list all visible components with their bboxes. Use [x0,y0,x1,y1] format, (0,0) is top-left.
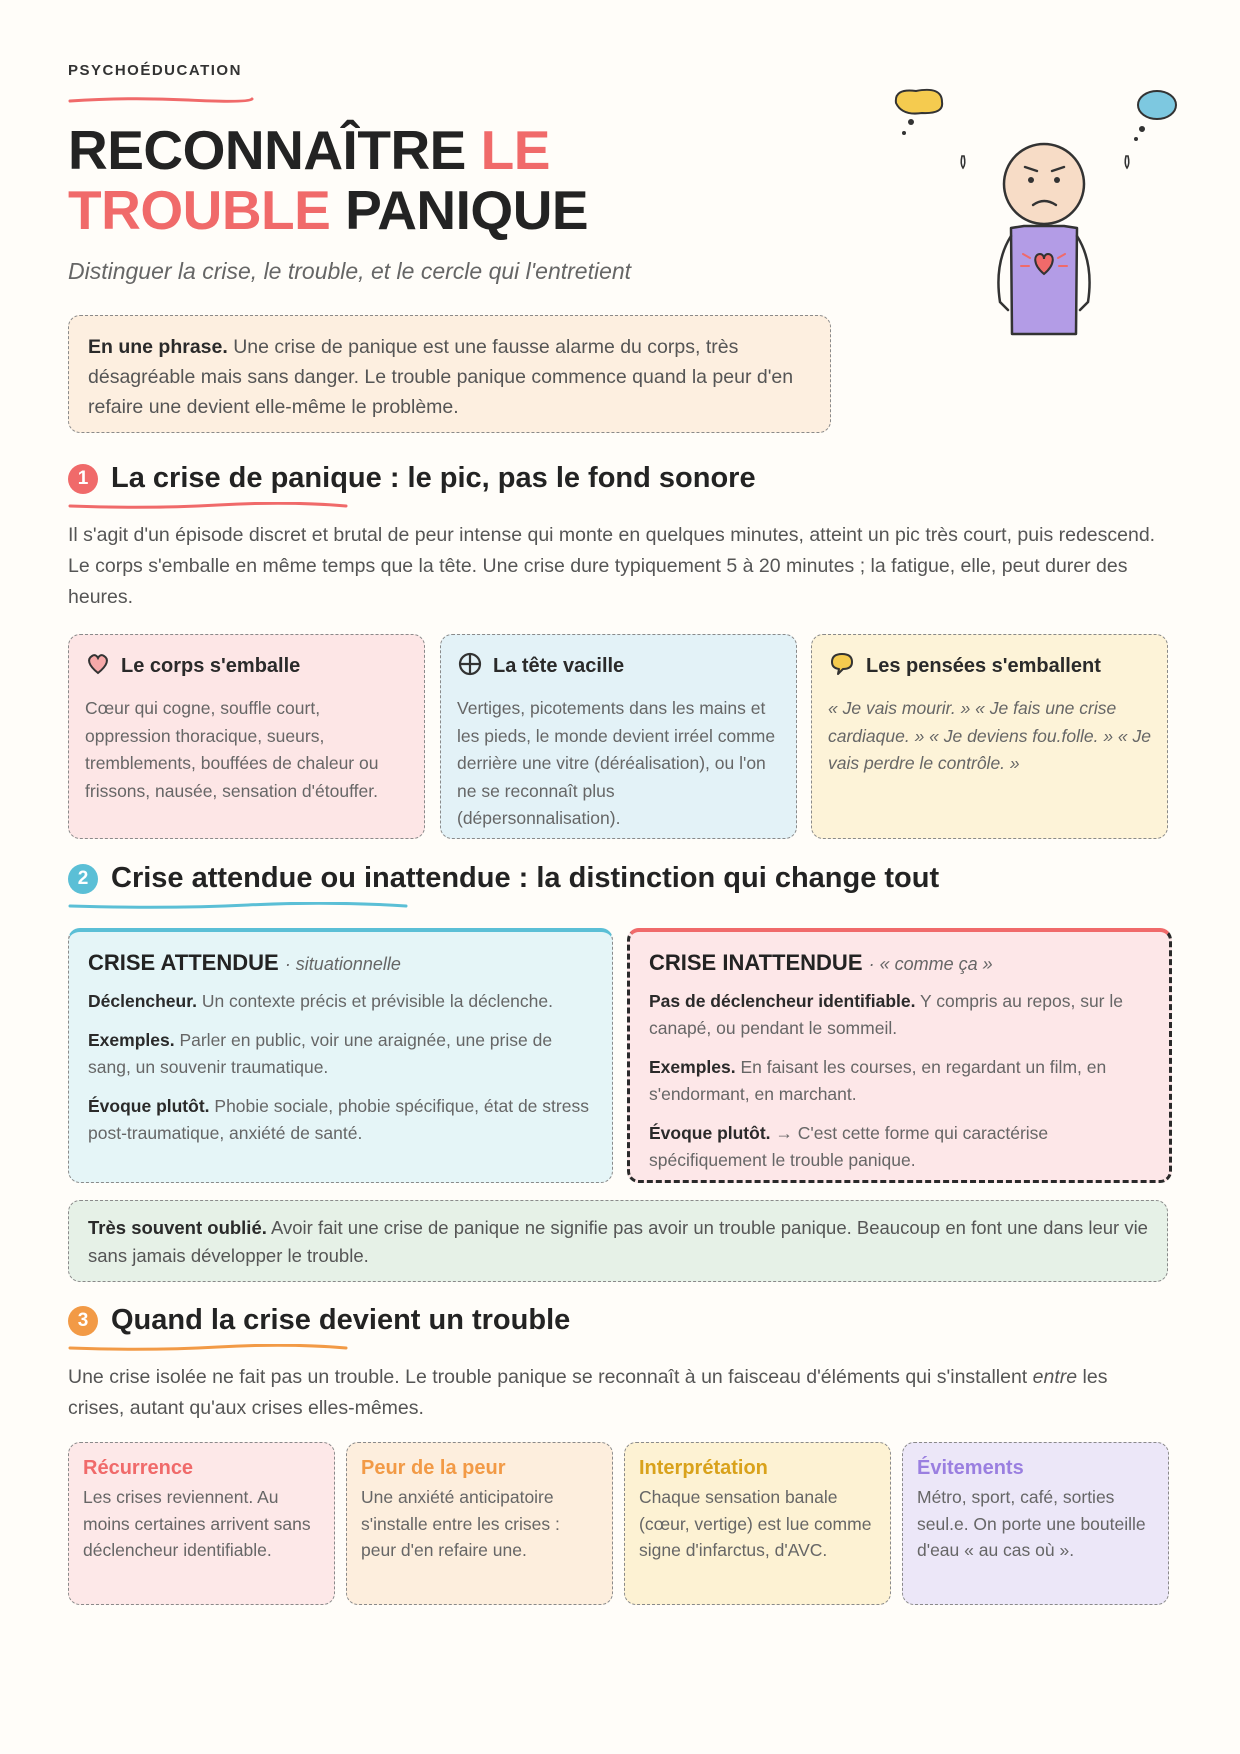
card-thoughts-text: « Je vais mourir. » « Je fais une crise cardiaque. » « Je deviens fou.folle. » « Je vais perdre le contrôle. » [828,698,1151,773]
card-interpretation [624,1442,891,1605]
section-3-underline [68,1344,348,1352]
intro-emphasis: entre [1032,1366,1078,1388]
recurrence-text: Les crises reviennent. Au moins certaines arrivent sans déclencheur identifiable. [83,1487,311,1560]
card-head-symptoms [440,634,797,839]
recurrence-title: Récurrence [83,1457,194,1479]
avoidance-text: Métro, sport, café, sorties seul.e. On porte une bouteille d'eau « au cas où ». [917,1487,1146,1560]
card-head-title: La tête vacille [457,651,780,687]
section-2-number-badge: 2 [68,864,98,894]
title-word-le: LE [480,119,550,181]
card-unexpected-crisis [627,928,1172,1183]
note-lead: Très souvent oublié. [88,1217,267,1238]
speech-bubble-icon [828,651,856,677]
crosshair-icon [457,651,483,677]
card-thoughts-title: Les pensées s'emballent [828,651,1151,687]
card-expected-crisis [68,928,613,1183]
unexpected-examples: Exemples. En faisant les courses, en regardant un film, en s'endormant, en marchant. [649,1057,1107,1104]
card-avoidance [902,1442,1169,1605]
page-subtitle: Distinguer la crise, le trouble, et le cercle qui l'entretient [68,258,632,284]
expected-crisis-tag: · situationnelle [284,954,401,974]
note-text: Avoir fait une crise de panique ne signifie pas avoir un trouble panique. Beaucoup en font une dans leur vie sans jamais développer le trouble. [88,1217,1148,1266]
card-body-symptoms [68,634,425,839]
section-3-number-badge: 3 [68,1306,98,1336]
fear-of-fear-title: Peur de la peur [361,1457,506,1479]
card-thoughts-symptoms [811,634,1168,839]
unexpected-trigger: Pas de déclencheur identifiable. Y compris au repos, sur le canapé, ou pendant le sommeil. [649,991,1123,1038]
section-3-title: Quand la crise devient un trouble [111,1304,571,1336]
card-body-title: Le corps s'emballe [85,651,408,687]
section-2-title: Crise attendue ou inattendue : la distinction qui change tout [111,862,940,894]
section-1-intro: Il s'agit d'un épisode discret et brutal de peur intense qui monte en quelques minutes, atteint un pic très court, puis redescend. Le corps s'emballe en même temps que la tête. Une crise dure typiquement 5 à 20 minutes ; la fatigue, elle, peut durer des heures. [68,524,1156,608]
person-body [998,226,1089,334]
interpretation-title: Interprétation [639,1457,768,1479]
section-2-underline [68,902,408,910]
interpretation-text: Chaque sensation banale (cœur, vertige) est lue comme signe d'infarctus, d'AVC. [639,1487,872,1560]
title-word-panique: PANIQUE [345,179,589,241]
unexpected-crisis-tag: · « comme ça » [868,954,993,974]
page-title [68,120,588,240]
section-1-title: La crise de panique : le pic, pas le fond sonore [111,462,756,494]
summary-box [68,315,831,433]
person-head [1004,144,1084,224]
card-recurrence [68,1442,335,1605]
section-1-number-badge: 1 [68,464,98,494]
thought-bubble-blue [1134,91,1176,141]
card-body-text: Cœur qui cogne, souffle court, oppression thoracique, sueurs, tremblements, bouffées de chaleur ou frissons, nausée, sensation d'étouffer. [85,698,379,801]
title-word-reconnaitre: RECONNAÎTRE [68,119,466,181]
unexpected-suggests: Évoque plutôt. → C'est cette forme qui caractérise spécifiquement le trouble panique. [649,1123,1049,1170]
card-head-text: Vertiges, picotements dans les mains et les pieds, le monde devient irréel comme derrière une vitre (déréalisation), ou l'on ne se reconnaît plus (dépersonnalisation). [457,698,776,828]
unexpected-crisis-title: CRISE INATTENDUE · « comme ça » [649,950,993,975]
section-3-intro: Une crise isolée ne fait pas un trouble. Le trouble panique se reconnaît à un faisceau d'éléments qui s'installent entre les crises, autant qu'aux crises elles-mêmes. [68,1366,1108,1419]
title-word-trouble: TROUBLE [68,179,331,241]
forgotten-note-box [68,1200,1168,1282]
expected-suggests: Évoque plutôt. Phobie sociale, phobie spécifique, état de stress post-traumatique, anxiété de santé. [88,1096,589,1143]
eyebrow-label: PSYCHOÉDUCATION [68,62,242,79]
thought-bubble-yellow [896,90,942,135]
summary-lead: En une phrase. [88,336,228,358]
expected-trigger: Déclencheur. Un contexte précis et prévisible la déclenche. [88,991,553,1011]
eyebrow-underline [68,96,254,104]
fear-of-fear-text: Une anxiété anticipatoire s'installe entre les crises : peur d'en refaire une. [361,1487,560,1560]
summary-text: Une crise de panique est une fausse alarme du corps, très désagréable mais sans danger. Le trouble panique commence quand la peur d'en refaire une devient elle-même le problème. [88,336,794,418]
heart-icon [85,651,111,677]
expected-examples: Exemples. Parler en public, voir une araignée, une prise de sang, un souvenir traumatique. [88,1030,553,1077]
section-1-underline [68,502,348,510]
expected-crisis-title: CRISE ATTENDUE · situationnelle [88,950,401,975]
anxious-person-illustration [894,88,1214,348]
card-fear-of-fear [346,1442,613,1605]
avoidance-title: Évitements [917,1457,1024,1479]
